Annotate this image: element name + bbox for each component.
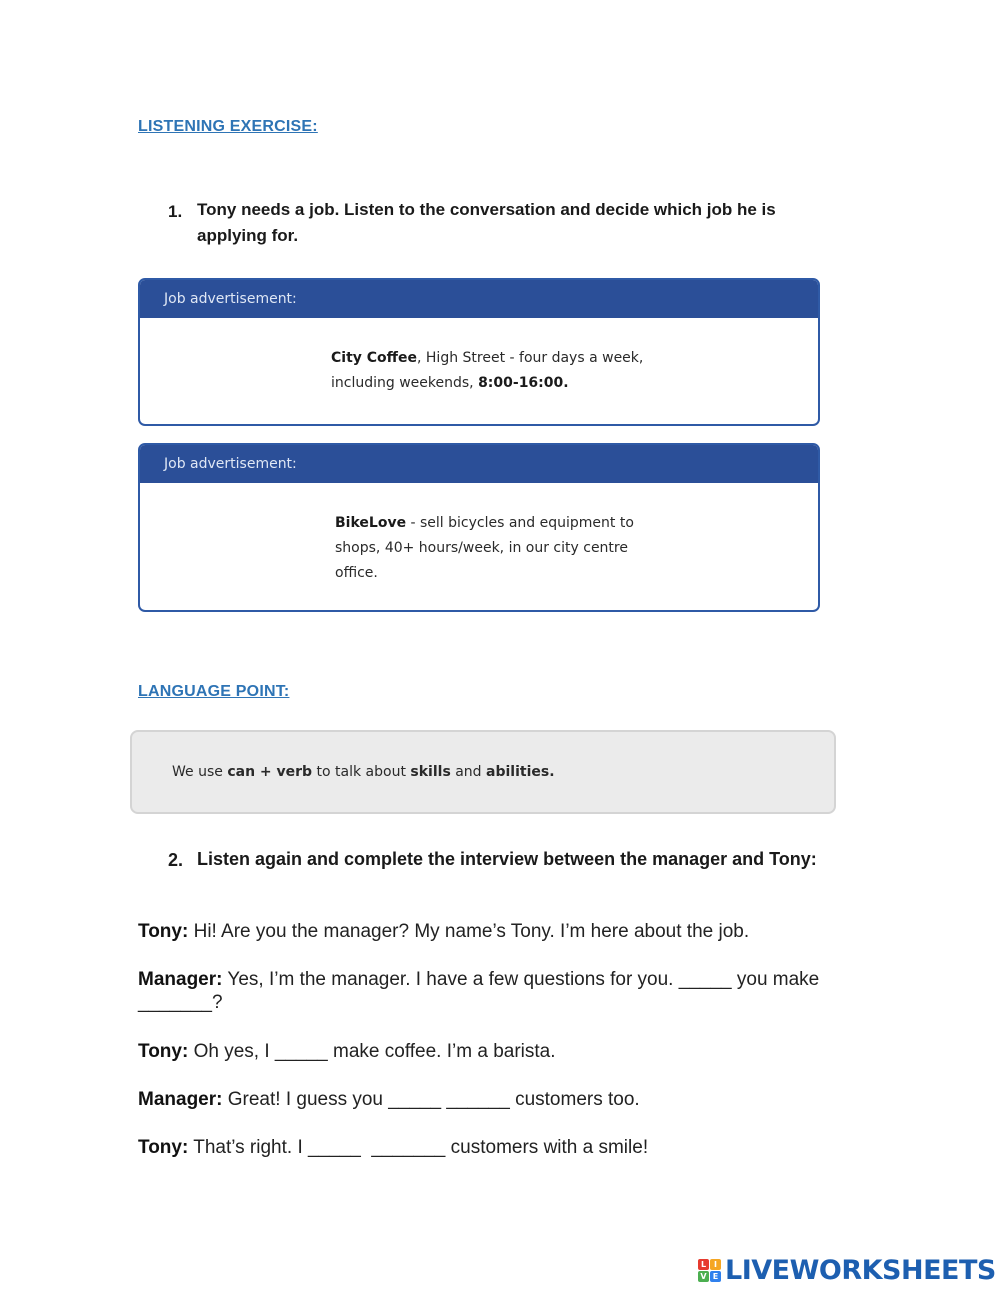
job-ad-card-bikelove: [138, 443, 820, 612]
dialogue-text: make coffee. I’m a barista.: [327, 1041, 556, 1062]
ad-text: including weekends,: [331, 375, 479, 391]
dialogue-text: customers too.: [509, 1089, 640, 1110]
answer-blank[interactable]: ______: [446, 1089, 510, 1110]
job-ad-body: [335, 511, 634, 586]
ad-company-name: City Coffee: [331, 350, 417, 366]
liveworksheets-logo[interactable]: [698, 1254, 996, 1286]
job-ad-header: Job advertisement:: [140, 280, 818, 318]
lp-text-part: and: [450, 764, 487, 780]
speaker-label: Manager:: [138, 969, 223, 990]
speaker-label: Manager:: [138, 1089, 223, 1110]
answer-blank[interactable]: _____: [388, 1089, 442, 1110]
lp-text-part: to talk about: [312, 764, 411, 780]
logo-text: LIVEWORKSHEETS: [725, 1254, 996, 1286]
question-2-text: Listen again and complete the interview between the manager and Tony:: [197, 849, 817, 869]
job-ad-body: [331, 346, 643, 396]
lp-bold-part: abilities.: [486, 764, 555, 780]
logo-cube: I: [710, 1259, 721, 1270]
language-point-text: [172, 764, 555, 780]
dialogue-text: Yes, I’m the manager. I have a few questions for you.: [222, 969, 679, 990]
listening-exercise-heading: LISTENING EXERCISE:: [138, 118, 318, 135]
question-1-number: 1.: [168, 202, 183, 221]
ad-text: , High Street - four days a week,: [417, 350, 644, 366]
logo-cube: V: [698, 1271, 709, 1282]
speaker-label: Tony:: [138, 1137, 189, 1158]
answer-blank[interactable]: _______: [371, 1137, 446, 1158]
answer-blank[interactable]: _______: [138, 992, 212, 1013]
speaker-label: Tony:: [138, 1041, 189, 1062]
dialogue-text: ?: [211, 992, 223, 1013]
question-1-text: Tony needs a job. Listen to the conversation and decide which job he is applying for.: [197, 200, 776, 245]
answer-blank[interactable]: _____: [274, 1041, 328, 1062]
dialogue-text: Hi! Are you the manager? My name’s Tony. I’m here about the job.: [188, 921, 750, 942]
dialogue-text: That’s right. I: [188, 1137, 308, 1158]
dialogue-line-tony-2: [138, 1040, 838, 1063]
logo-cubes-icon: [698, 1259, 721, 1282]
dialogue-line-tony-1: [138, 920, 838, 943]
logo-cube: E: [710, 1271, 721, 1282]
lp-text-part: We use: [172, 764, 228, 780]
dialogue-text: Oh yes, I: [188, 1041, 275, 1062]
dialogue-text: Great! I guess you: [222, 1089, 389, 1110]
dialogue-line-tony-3: [138, 1136, 838, 1159]
dialogue-text: customers with a smile!: [445, 1137, 649, 1158]
lp-bold-part: skills: [410, 764, 451, 780]
answer-blank[interactable]: _____: [308, 1137, 361, 1158]
dialogue-text: you make: [731, 969, 820, 990]
answer-blank[interactable]: _____: [678, 969, 732, 990]
logo-cube: L: [698, 1259, 709, 1270]
dialogue-line-manager-1: [138, 968, 838, 1014]
ad-text: office.: [335, 565, 378, 581]
language-point-heading: LANGUAGE POINT:: [138, 683, 290, 700]
dialogue-text: [361, 1137, 372, 1158]
language-point-box: [130, 730, 836, 814]
ad-text: shops, 40+ hours/week, in our city centre: [335, 540, 628, 556]
ad-hours: 8:00-16:00.: [478, 375, 569, 391]
question-2-number: 2.: [168, 850, 184, 870]
dialogue-line-manager-2: [138, 1088, 838, 1111]
job-ad-card-city-coffee: [138, 278, 820, 426]
ad-text: - sell bicycles and equipment to: [406, 515, 634, 531]
ad-company-name: BikeLove: [335, 515, 407, 531]
speaker-label: Tony:: [138, 921, 189, 942]
job-ad-header: Job advertisement:: [140, 445, 818, 483]
lp-bold-part: can + verb: [227, 764, 313, 780]
